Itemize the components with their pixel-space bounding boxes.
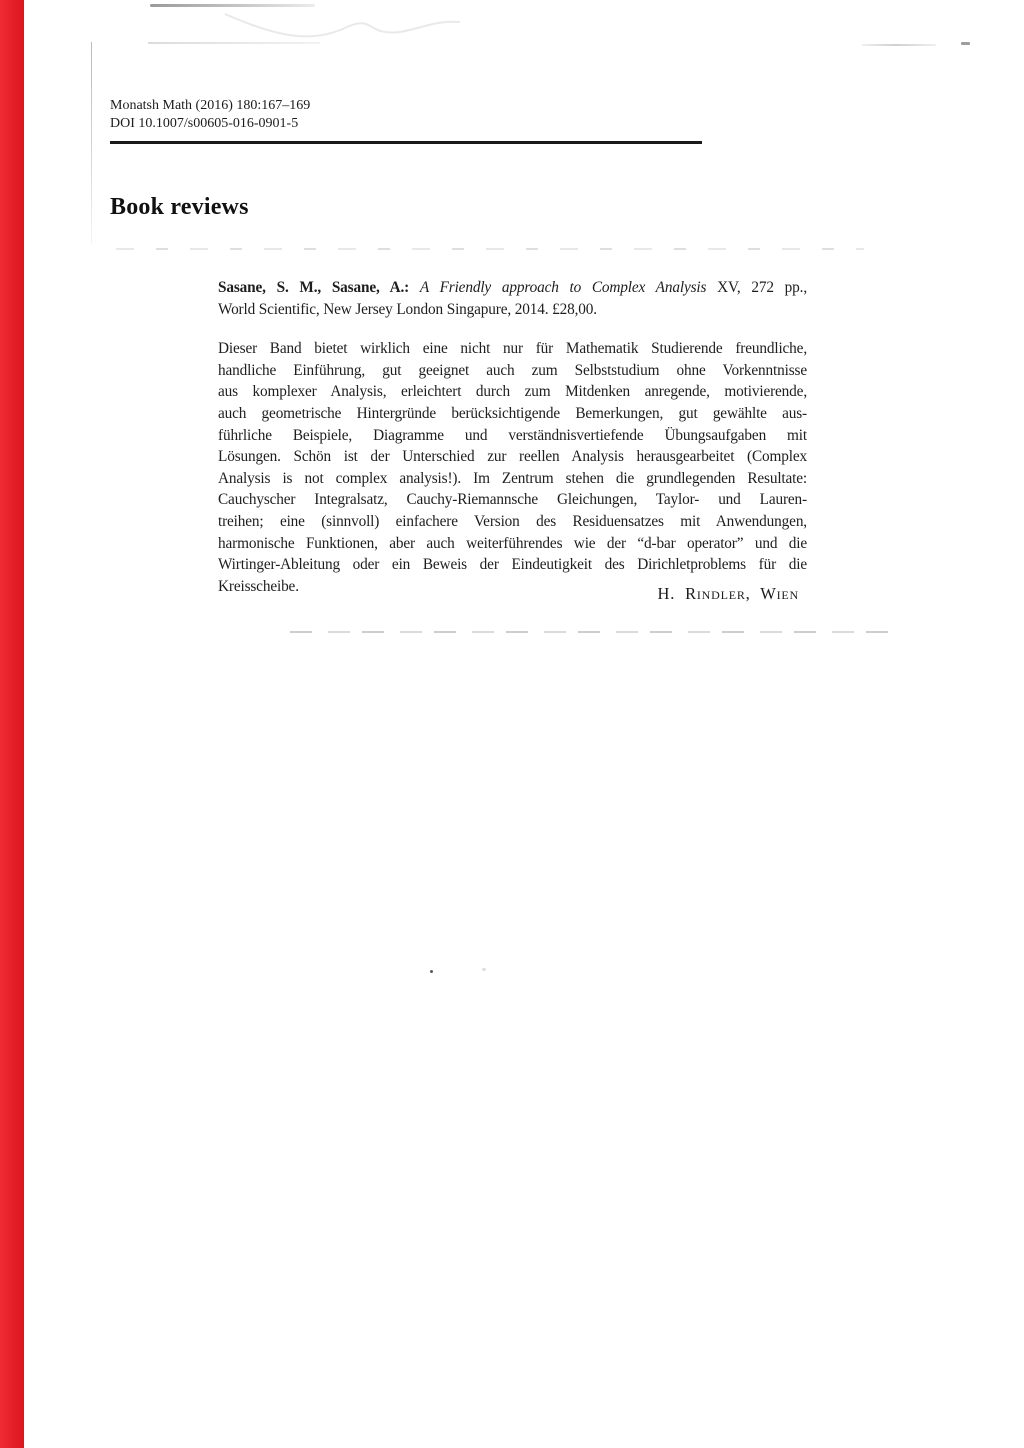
review-body-line: treihen; eine (sinnvoll) einfachere Version des Residuensatzes mit Anwendungen, [218, 512, 807, 530]
scan-speck-light [482, 968, 486, 971]
scan-streak-below-review [290, 631, 894, 633]
scan-speck-dark [430, 970, 433, 973]
review-body-line: Dieser Band bietet wirklich eine nicht nur für Mathematik Studierende freundliche, [218, 340, 807, 358]
review-body-line: Wirtinger-Ableitung oder ein Beweis der Eindeutigkeit des Dirichletproblems für die [218, 556, 807, 574]
journal-citation: Monatsh Math (2016) 180:167–169 [110, 98, 311, 113]
review-entry [218, 277, 807, 597]
doi-line: DOI 10.1007/s00605-016-0901-5 [110, 115, 299, 131]
page-title: Book reviews [110, 194, 249, 220]
review-body-line: Lösungen. Schön ist der Unterschied zur reellen Analysis herausgearbeitet (Complex [218, 448, 807, 466]
review-title-line-2: World Scientific, New Jersey London Singapure, 2014. £28,00. [218, 300, 597, 318]
reviewer-signature: H. Rindler, Wien [657, 584, 799, 603]
review-body-line: handliche Einführung, gut geeignet auch zum Selbststudium ohne Vorkenntnisse [218, 361, 807, 379]
review-body-line: Cauchyscher Integralsatz, Cauchy-Riemannsche Gleichungen, Taylor- und Lauren- [218, 491, 807, 509]
review-body [218, 338, 807, 597]
scan-streak-top-right [862, 44, 936, 46]
scan-streak-under-title [116, 248, 864, 250]
review-authors: Sasane, S. M., Sasane, A.: [218, 279, 420, 296]
review-body-line: führliche Beispiele, Diagramme und verständnisvertiefende Übungsaufgaben mit [218, 426, 807, 444]
scan-vertical-line [91, 42, 92, 244]
scan-streak-faint [148, 42, 320, 44]
review-body-line: Analysis is not complex analysis!). Im Zentrum stehen die grundlegenden Resultate: [218, 469, 807, 487]
review-body-line: harmonische Funktionen, aber auch weiterführendes wie der “d-bar operator” und die [218, 534, 807, 552]
header-divider-rule [110, 141, 702, 144]
review-body-line: aus komplexer Analysis, erleichtert durch zum Mitdenken anregende, motivierende, [218, 383, 807, 401]
review-body-line: auch geometrische Hintergründe berücksichtigende Bemerkungen, gut gewählte aus- [218, 404, 807, 422]
scan-squiggle-mark [215, 6, 475, 46]
journal-header [110, 97, 310, 132]
review-title-pages: XV, 272 pp., [717, 279, 807, 296]
review-title-line-1 [218, 277, 807, 299]
red-scan-edge-strip [0, 0, 24, 1448]
review-book-title: A Friendly approach to Complex Analysis [419, 279, 718, 296]
review-body-line: Kreisscheibe. [218, 577, 299, 595]
scan-dash-mark [961, 42, 970, 45]
